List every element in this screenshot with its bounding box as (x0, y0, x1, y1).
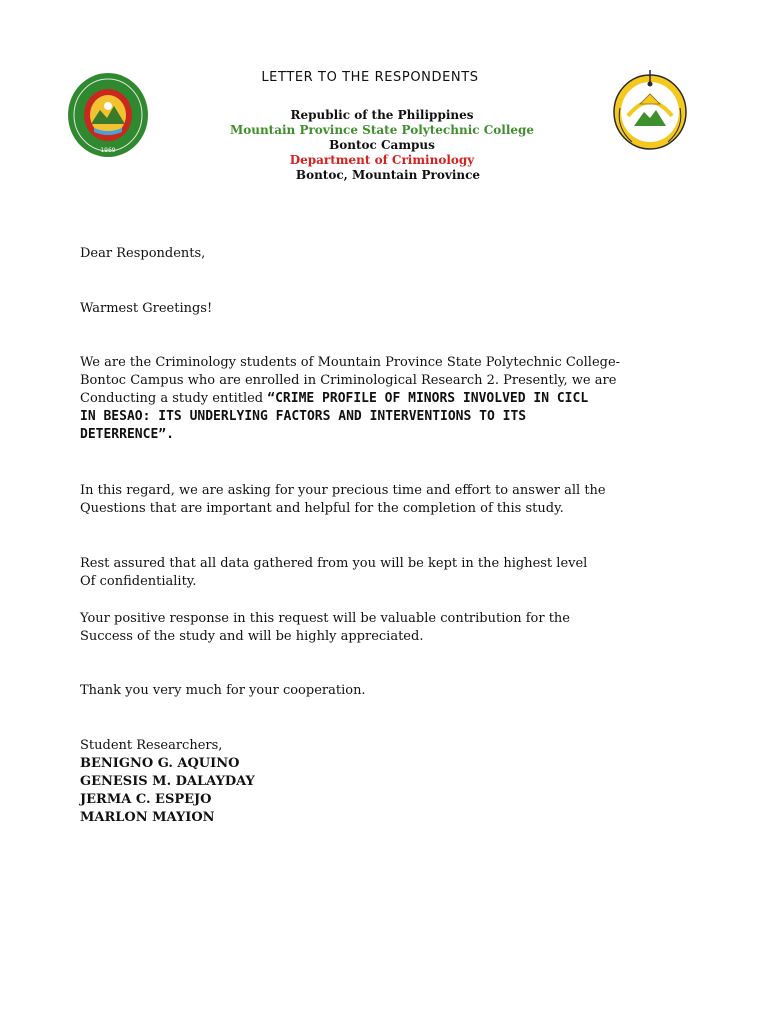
researcher-name: BENIGNO G. AQUINO (80, 756, 240, 771)
paragraph-line: Rest assured that all data gathered from you will be kept in the highest level (80, 556, 588, 571)
signature-label: Student Researchers, (80, 738, 223, 753)
salutation: Dear Respondents, (80, 246, 206, 261)
paragraph-line: Questions that are important and helpful for the completion of this study. (80, 501, 564, 516)
college-seal-year: 1969 (100, 147, 116, 154)
paragraph-line: Your positive response in this request will be valuable contribution for the (80, 611, 570, 626)
signature-block (80, 737, 700, 827)
paragraph-appreciation (80, 610, 700, 646)
header-address: Bontoc, Mountain Province (295, 168, 481, 182)
header-department: Department of Criminology (289, 153, 475, 167)
paragraph-line (80, 390, 680, 408)
researcher-name: GENESIS M. DALAYDAY (80, 774, 255, 789)
researcher-name: JERMA C. ESPEJO (80, 792, 212, 807)
letter-title: LETTER TO THE RESPONDENTS (261, 70, 479, 85)
paragraph-request (80, 482, 700, 518)
paragraph-line: We are the Criminology students of Mountain Province State Polytechnic College- (80, 355, 621, 370)
header-republic: Republic of the Philippines (290, 108, 474, 122)
closing-thanks: Thank you very much for your cooperation. (80, 683, 366, 698)
study-title: “CRIME PROFILE OF MINORS INVOLVED IN CICL (267, 391, 589, 406)
study-title: DETERRENCE”. (80, 427, 174, 442)
paragraph-line: Of confidentiality. (80, 574, 197, 589)
header-college: Mountain Province State Polytechnic College (229, 123, 535, 137)
paragraph-intro (80, 354, 680, 444)
researcher-name: MARLON MAYION (80, 810, 215, 825)
paragraph-line: Bontoc Campus who are enrolled in Criminological Research 2. Presently, we are (80, 373, 617, 388)
study-title: IN BESAO: ITS UNDERLYING FACTORS AND INTERVENTIONS TO ITS (80, 409, 527, 424)
paragraph-line: Success of the study and will be highly appreciated. (80, 629, 424, 644)
header-campus: Bontoc Campus (329, 138, 435, 152)
paragraph-text: Conducting a study entitled (80, 391, 268, 406)
paragraph-confidentiality (80, 555, 700, 591)
greeting: Warmest Greetings! (80, 301, 213, 316)
paragraph-line: In this regard, we are asking for your precious time and effort to answer all the (80, 483, 606, 498)
